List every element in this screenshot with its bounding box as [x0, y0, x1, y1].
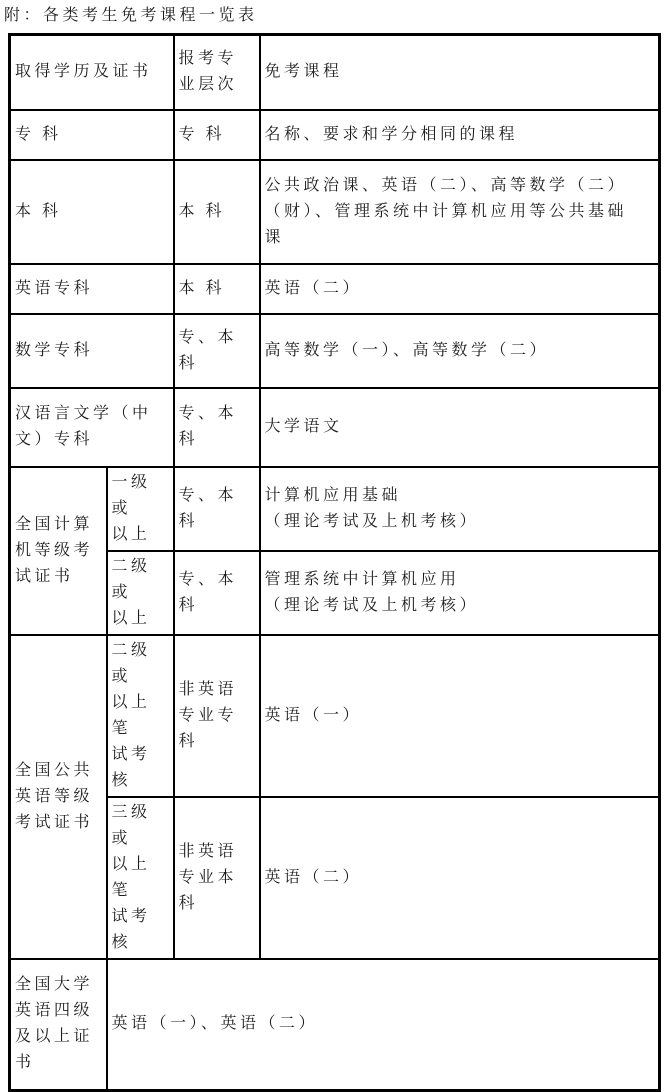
table-row-yingyu-zhuanke [10, 264, 660, 314]
cell-courses: 高等数学（一）、高等数学（二） [260, 314, 660, 388]
cell-qualification: 全国大学 英语四级 及以上证 书 [10, 959, 107, 1091]
cell-grade: 一级或 以上 [107, 467, 174, 551]
cell-courses: 大学语文 [260, 388, 660, 467]
cell-level: 专 科 [174, 110, 260, 160]
cell-level: 专、本 科 [174, 388, 260, 467]
cell-courses: 英语（一） [260, 635, 660, 797]
table-row-zhuanke [10, 110, 660, 160]
cell-qualification: 数学专科 [10, 314, 174, 388]
cell-courses: 公共政治课、英语（二）、高等数学（二） （财）、管理系统中计算机应用等公共基础 课 [260, 160, 660, 264]
cell-level: 本 科 [174, 264, 260, 314]
cell-qualification: 全国计算 机等级考 试证书 [10, 467, 107, 635]
cell-grade: 二级或 以上 [107, 551, 174, 635]
cell-qualification: 汉语言文学（中 文）专科 [10, 388, 174, 467]
header-cell-qualification: 取得学历及证书 [10, 35, 174, 110]
page-title: 附：各类考生免考课程一览表 [4, 7, 258, 24]
cell-courses: 计算机应用基础 （理论考试及上机考核） [260, 467, 660, 551]
cell-qualification: 专 科 [10, 110, 174, 160]
cell-grade: 二级或 以上笔 试考核 [107, 635, 174, 797]
table-row-pets-level2 [10, 635, 660, 797]
table-header-row [10, 35, 660, 110]
cell-qualification: 本 科 [10, 160, 174, 264]
table-row-pets-level3 [10, 797, 660, 959]
header-cell-level: 报考专 业层次 [174, 35, 260, 110]
cell-grade: 三级或 以上笔 试考核 [107, 797, 174, 959]
table-row-cet4 [10, 959, 660, 1091]
cell-level: 专、本 科 [174, 314, 260, 388]
cell-qualification: 英语专科 [10, 264, 174, 314]
cell-level: 非英语 专业本 科 [174, 797, 260, 959]
cell-courses: 英语（二） [260, 797, 660, 959]
cell-courses: 英语（二） [260, 264, 660, 314]
cell-courses: 管理系统中计算机应用 （理论考试及上机考核） [260, 551, 660, 635]
table-row-benke [10, 160, 660, 264]
table-row-ncre-level2 [10, 551, 660, 635]
table-row-shuxue-zhuanke [10, 314, 660, 388]
cell-level: 本 科 [174, 160, 260, 264]
cell-level: 非英语 专业专 科 [174, 635, 260, 797]
table-row-ncre-level1 [10, 467, 660, 551]
exempt-courses-table [8, 33, 661, 1092]
cell-level: 专、本 科 [174, 551, 260, 635]
table-row-hanyuyan [10, 388, 660, 467]
cell-level: 专、本 科 [174, 467, 260, 551]
cell-courses: 英语（一）、英语（二） [107, 959, 660, 1091]
header-cell-courses: 免考课程 [260, 35, 660, 110]
cell-courses: 名称、要求和学分相同的课程 [260, 110, 660, 160]
cell-qualification: 全国公共 英语等级 考试证书 [10, 635, 107, 959]
